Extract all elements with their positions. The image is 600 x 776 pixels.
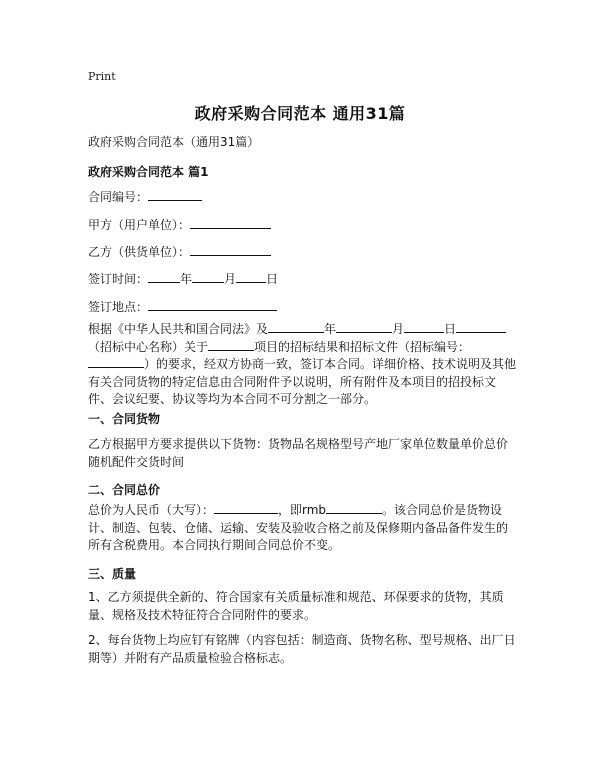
sign-time-field <box>88 270 278 287</box>
intro-year-unit: 年 <box>324 322 337 336</box>
quality-item-2: 2、每台货物上均应钉有铭牌（内容包括：制造商、货物名称、型号规格、出厂日期等）并附有产品质量检验合格标志。 <box>88 633 516 665</box>
chapter-heading: 政府采购合同范本 篇1 <box>88 165 209 179</box>
intro-day-blank-2 <box>456 321 506 333</box>
sign-time-label: 签订时间： <box>88 272 149 286</box>
intro-year-blank <box>268 321 324 333</box>
sign-place-label: 签订地点： <box>88 300 149 314</box>
print-label: Print <box>88 70 116 83</box>
party-b-blank <box>190 244 271 256</box>
day-unit: 日 <box>266 272 279 286</box>
intro-text-4: ）的要求，经双方协商一致，签订本合同。详细价格、技术说明及其他有关合同货物的特定信息由合同附件予以说明，所有附件及本项目的招投标文件、会议纪要、协议等均为本合同不可分割之一部分。 <box>88 357 517 406</box>
party-a-blank <box>190 217 271 229</box>
price-paragraph <box>88 502 518 555</box>
goods-paragraph: 乙方根据甲方要求提供以下货物：货物品名规格型号产地厂家单位数量单价总价随机配件交货时间 <box>88 437 509 469</box>
document-title: 政府采购合同范本 通用31篇 <box>194 104 406 123</box>
intro-day-unit: 日 <box>444 322 457 336</box>
price-text-1: 总价为人民币（大写）： <box>88 503 215 517</box>
party-a-field <box>88 216 271 233</box>
quality-heading: 三、质量 <box>88 567 137 581</box>
intro-day-blank <box>404 321 444 333</box>
price-rmb-blank <box>326 502 382 514</box>
year-unit: 年 <box>180 272 193 286</box>
intro-text-1: 根据《中华人民共和国合同法》及 <box>88 322 269 336</box>
price-text-3: 。该合同总价是货物设计、制造、包装、仓储、运输、安装及验收合格之前及保修期内备品备件发生的所有含税费用。本合同执行期间合同总价不变。 <box>88 503 509 552</box>
price-text-2: ，即rmb <box>278 503 327 517</box>
intro-text-3: 项目的招标结果和招标文件（招标编号： <box>254 339 471 354</box>
month-unit: 月 <box>224 272 237 286</box>
sign-day-blank <box>236 271 266 283</box>
goods-heading: 一、合同货物 <box>88 412 161 426</box>
party-a-label: 甲方（用户单位）： <box>88 218 191 232</box>
intro-month-blank <box>336 321 392 333</box>
sign-year-blank <box>148 271 180 283</box>
contract-number-label: 合同编号： <box>88 190 149 204</box>
contract-number-field <box>88 188 202 205</box>
intro-bid-number-blank <box>88 356 144 368</box>
sign-place-blank <box>148 299 277 311</box>
price-words-blank <box>214 502 278 514</box>
intro-paragraph <box>88 321 518 409</box>
intro-month-unit: 月 <box>392 322 405 336</box>
intro-text-2: （招标中心名称）关于 <box>88 339 209 354</box>
sign-month-blank <box>192 271 224 283</box>
contract-number-blank <box>148 189 202 201</box>
sign-place-field <box>88 298 277 315</box>
party-b-field <box>88 243 271 260</box>
price-heading: 二、合同总价 <box>88 483 161 497</box>
intro-project-blank <box>208 339 254 351</box>
party-b-label: 乙方（供货单位）： <box>88 245 191 259</box>
document-subtitle: 政府采购合同范本（通用31篇） <box>88 135 260 149</box>
quality-item-1: 1、乙方须提供全新的、符合国家有关质量标准和规范、环保要求的货物，其质量、规格及技术特征符合合同附件的要求。 <box>88 590 504 622</box>
